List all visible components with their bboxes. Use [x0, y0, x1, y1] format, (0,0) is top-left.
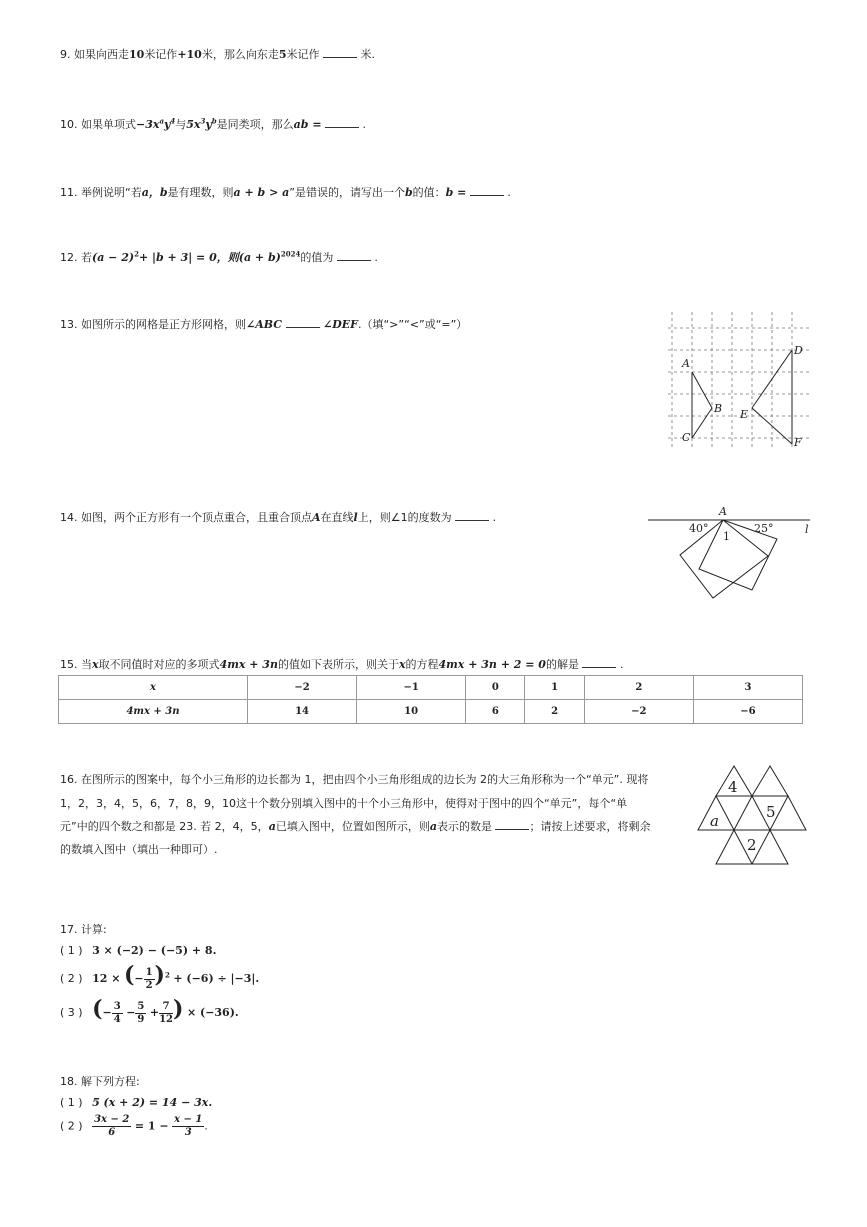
grid-figure	[668, 310, 813, 455]
label-A: A	[682, 357, 690, 370]
q10-math: −3x	[136, 118, 160, 131]
q12-number: 12.	[60, 251, 78, 264]
label-F: F	[794, 436, 802, 449]
q9-value: +10	[177, 48, 202, 61]
q18-expr: 3x − 2	[94, 1114, 130, 1125]
q18-part-1	[60, 1096, 212, 1109]
q18-expr: = 1 −	[134, 1119, 169, 1133]
q10-text: 与	[175, 118, 187, 131]
q18-expr: 3	[184, 1127, 192, 1138]
q11-text: 的值：	[412, 186, 446, 199]
q10-text: 如果单项式	[81, 118, 136, 131]
table-cell: 10	[357, 700, 466, 724]
q10-text: 是同类项，那么	[216, 118, 294, 131]
q13-math: ∠ABC	[246, 318, 283, 331]
q15-text: 的解是	[545, 658, 579, 671]
q18-expr: .	[204, 1119, 208, 1133]
q12-math: (a − 2)	[92, 251, 135, 264]
q17-expr: 9	[137, 1013, 145, 1025]
fraction	[159, 1001, 173, 1026]
fraction	[172, 1114, 204, 1139]
q15-math: x	[92, 658, 99, 671]
fig-label-A: A	[719, 505, 727, 518]
q11-math: b =	[445, 186, 467, 199]
fraction	[144, 967, 155, 992]
answer-blank[interactable]	[286, 317, 320, 328]
q16-text: 表示的数是	[436, 820, 492, 833]
q15-math: x	[398, 658, 406, 671]
q13-text: 如图所示的网格是正方形网格，则	[81, 318, 246, 331]
q15-text: 的方程	[405, 658, 439, 671]
q11-math: b	[159, 186, 168, 199]
q17-expr: 3	[113, 1000, 121, 1012]
q10-math: 4	[170, 116, 176, 126]
table-cell: 6	[466, 700, 525, 724]
answer-blank[interactable]	[495, 819, 529, 830]
fig-angle-40: 40°	[689, 522, 709, 535]
table-cell: 3	[693, 676, 802, 700]
q12-text: 若	[81, 251, 92, 264]
fig-line-l: l	[805, 523, 809, 536]
q16-line: 1，2，3，4，5，6，7，8，9，10这十个数分别填入图中的十个小三角形中，使得对于图中的四个“单元”，每个“单	[60, 797, 628, 810]
q16-line: 16. 在图所示的图案中，每个小三角形的边长都为 1，把由四个小三角形组成的边长为 2的大三角形称为一个“单元”. 现将	[60, 773, 649, 786]
q17-expr: 4	[113, 1013, 121, 1025]
q16-math: a	[429, 820, 437, 833]
q16-text: ；请按上述要求，将剩余	[529, 820, 651, 833]
q10-math: a	[159, 116, 164, 126]
q18-expr: x − 1	[174, 1114, 203, 1125]
q15-text: 取不同值时对应的多项式	[98, 658, 220, 671]
q16-line: 的数填入图中（填出一种即可）.	[60, 843, 218, 856]
tri-num-5: 5	[766, 803, 776, 821]
label-B: B	[714, 402, 723, 415]
answer-blank[interactable]	[325, 117, 359, 128]
q14-text: 在直线	[320, 511, 354, 524]
q10-text: .	[362, 118, 367, 131]
q9-text: 如果向西走	[74, 48, 129, 61]
q16-text: 元”中的四个数之和都是 23. 若 2，4，5，	[60, 820, 269, 833]
q15-math: 4mx + 3n	[219, 658, 278, 671]
q13-number: 13.	[60, 318, 78, 331]
q15-math: 4mx + 3n + 2 = 0	[438, 658, 546, 671]
q9-text: 米.	[360, 48, 375, 61]
q14-number: 14.	[60, 511, 78, 524]
q10-math: y	[205, 118, 212, 131]
q13-math: ∠DEF	[323, 318, 358, 331]
answer-blank[interactable]	[455, 510, 489, 521]
q17-expr: 12	[159, 1013, 174, 1025]
q15-text: .	[619, 658, 624, 671]
table-cell: 2	[525, 700, 584, 724]
fraction	[92, 1114, 131, 1139]
q10-math: ab =	[293, 118, 322, 131]
q10-number: 10.	[60, 118, 78, 131]
q17-expr: 1	[145, 966, 153, 978]
q10-math: 3	[200, 116, 206, 126]
q12-math: 2	[134, 249, 139, 259]
label-E: E	[740, 408, 749, 421]
q12-text: 的值为	[300, 251, 334, 264]
fig-angle-1: 1	[723, 530, 730, 543]
q17-expr: 3 × (−2) − (−5) + 8.	[92, 944, 217, 957]
q9-text: 米记作	[144, 48, 178, 61]
q11-text: 举例说明“若	[81, 186, 142, 199]
answer-blank[interactable]	[323, 47, 357, 58]
q10-math: 5x	[186, 118, 201, 131]
q14-math: A	[312, 511, 321, 524]
q14-text: 上，则∠1的度数为	[357, 511, 452, 524]
q17-expr: 2	[164, 970, 170, 980]
question-10	[60, 116, 366, 132]
q11-text: ”是错误的，请写出一个	[289, 186, 405, 199]
table-cell: −2	[584, 700, 693, 724]
values-table	[58, 675, 803, 724]
q12-math: 2024	[280, 249, 301, 259]
q9-value: 5	[278, 48, 287, 61]
q11-text: 是有理数，则	[167, 186, 234, 199]
question-11	[60, 184, 511, 200]
q14-math: l	[353, 511, 358, 524]
q17-title: 17. 计算:	[60, 923, 107, 936]
answer-blank[interactable]	[337, 250, 371, 261]
q11-math: a，	[141, 186, 160, 199]
table-cell: −2	[248, 676, 357, 700]
q17-expr: + (−6) ÷ |−3|.	[173, 972, 260, 985]
q17-part-1	[60, 944, 216, 957]
q17-expr: 7	[159, 1001, 173, 1014]
squares-figure	[645, 500, 815, 605]
table-cell: x	[59, 676, 248, 700]
tri-num-2: 2	[747, 836, 757, 854]
q15-number: 15.	[60, 658, 78, 671]
q15-text: 的值如下表所示，则关于	[277, 658, 399, 671]
fraction	[135, 1001, 146, 1026]
table-cell: 14	[248, 700, 357, 724]
question-14	[60, 509, 496, 525]
q11-text: .	[507, 186, 511, 199]
q13-text: .（填“>”“<”或“=”）	[357, 318, 468, 331]
q9-text: 米记作	[286, 48, 320, 61]
answer-blank[interactable]	[582, 657, 616, 668]
table-cell: 1	[525, 676, 584, 700]
fraction	[112, 1001, 123, 1026]
q9-number: 9.	[60, 48, 71, 61]
q15-text: 当	[81, 658, 92, 671]
q16-line	[60, 818, 650, 834]
tri-letter-a: a	[710, 812, 719, 830]
label-D: D	[794, 344, 803, 357]
q12-math: + |b + 3| = 0，则	[138, 251, 239, 264]
table-row	[59, 700, 803, 724]
q18-title: 18. 解下列方程:	[60, 1075, 140, 1088]
q18-expr: 6	[108, 1127, 116, 1138]
table-cell: 4mx + 3n	[59, 700, 248, 724]
part-label: ( 1 )	[60, 944, 83, 957]
q16-math: a	[268, 820, 276, 833]
part-label: ( 2 )	[60, 1119, 83, 1133]
table-row	[59, 676, 803, 700]
tri-num-4: 4	[728, 778, 738, 796]
fig-angle-25: 25°	[754, 522, 774, 535]
q16-text: 已填入图中，位置如图所示，则	[275, 820, 430, 833]
part-label: ( 2 )	[60, 972, 83, 985]
table-cell: −1	[357, 676, 466, 700]
q17-expr: × (−36).	[186, 1006, 239, 1019]
q17-expr: 5	[137, 1000, 145, 1012]
part-label: ( 3 )	[60, 1006, 83, 1019]
q17-part-2: ( 2 ) 12 × (− $\frac{1}{2}$ )$^2$ + (−6) ÷ |−3|.	[60, 962, 260, 991]
q11-math: b	[404, 186, 413, 199]
table-cell: −6	[693, 700, 802, 724]
q14-text: 如图，两个正方形有一个顶点重合，且重合顶点	[81, 511, 312, 524]
label-C: C	[682, 431, 691, 444]
q17-expr: 12 ×	[92, 972, 121, 985]
q14-text: .	[492, 511, 497, 524]
question-15	[60, 656, 623, 672]
q9-value: 10	[129, 48, 145, 61]
q11-math: a + b > a	[233, 186, 290, 199]
q11-number: 11.	[60, 186, 78, 199]
q10-math: y	[163, 118, 171, 131]
q17-part-3: ( 3 ) (− $\frac{3}{4}$ − $\frac{5}{9}$ + $\frac{7}{12}$ ) × (−36).	[60, 996, 239, 1025]
q12-text: .	[374, 251, 378, 264]
q17-expr: 2	[145, 979, 153, 991]
table-cell: 0	[466, 676, 525, 700]
answer-blank[interactable]	[470, 185, 504, 196]
q18-expr: 5 (x + 2) = 14 − 3x.	[92, 1096, 213, 1109]
table-cell: 2	[584, 676, 693, 700]
part-label: ( 1 )	[60, 1096, 83, 1109]
triangle-figure	[690, 762, 815, 867]
q9-text: 米，那么向东走	[201, 48, 279, 61]
q18-part-2	[60, 1114, 208, 1139]
question-13	[60, 316, 467, 332]
q10-math: b	[211, 116, 217, 126]
question-12	[60, 249, 378, 265]
q12-math: (a + b)	[238, 251, 281, 264]
question-9	[60, 46, 375, 62]
